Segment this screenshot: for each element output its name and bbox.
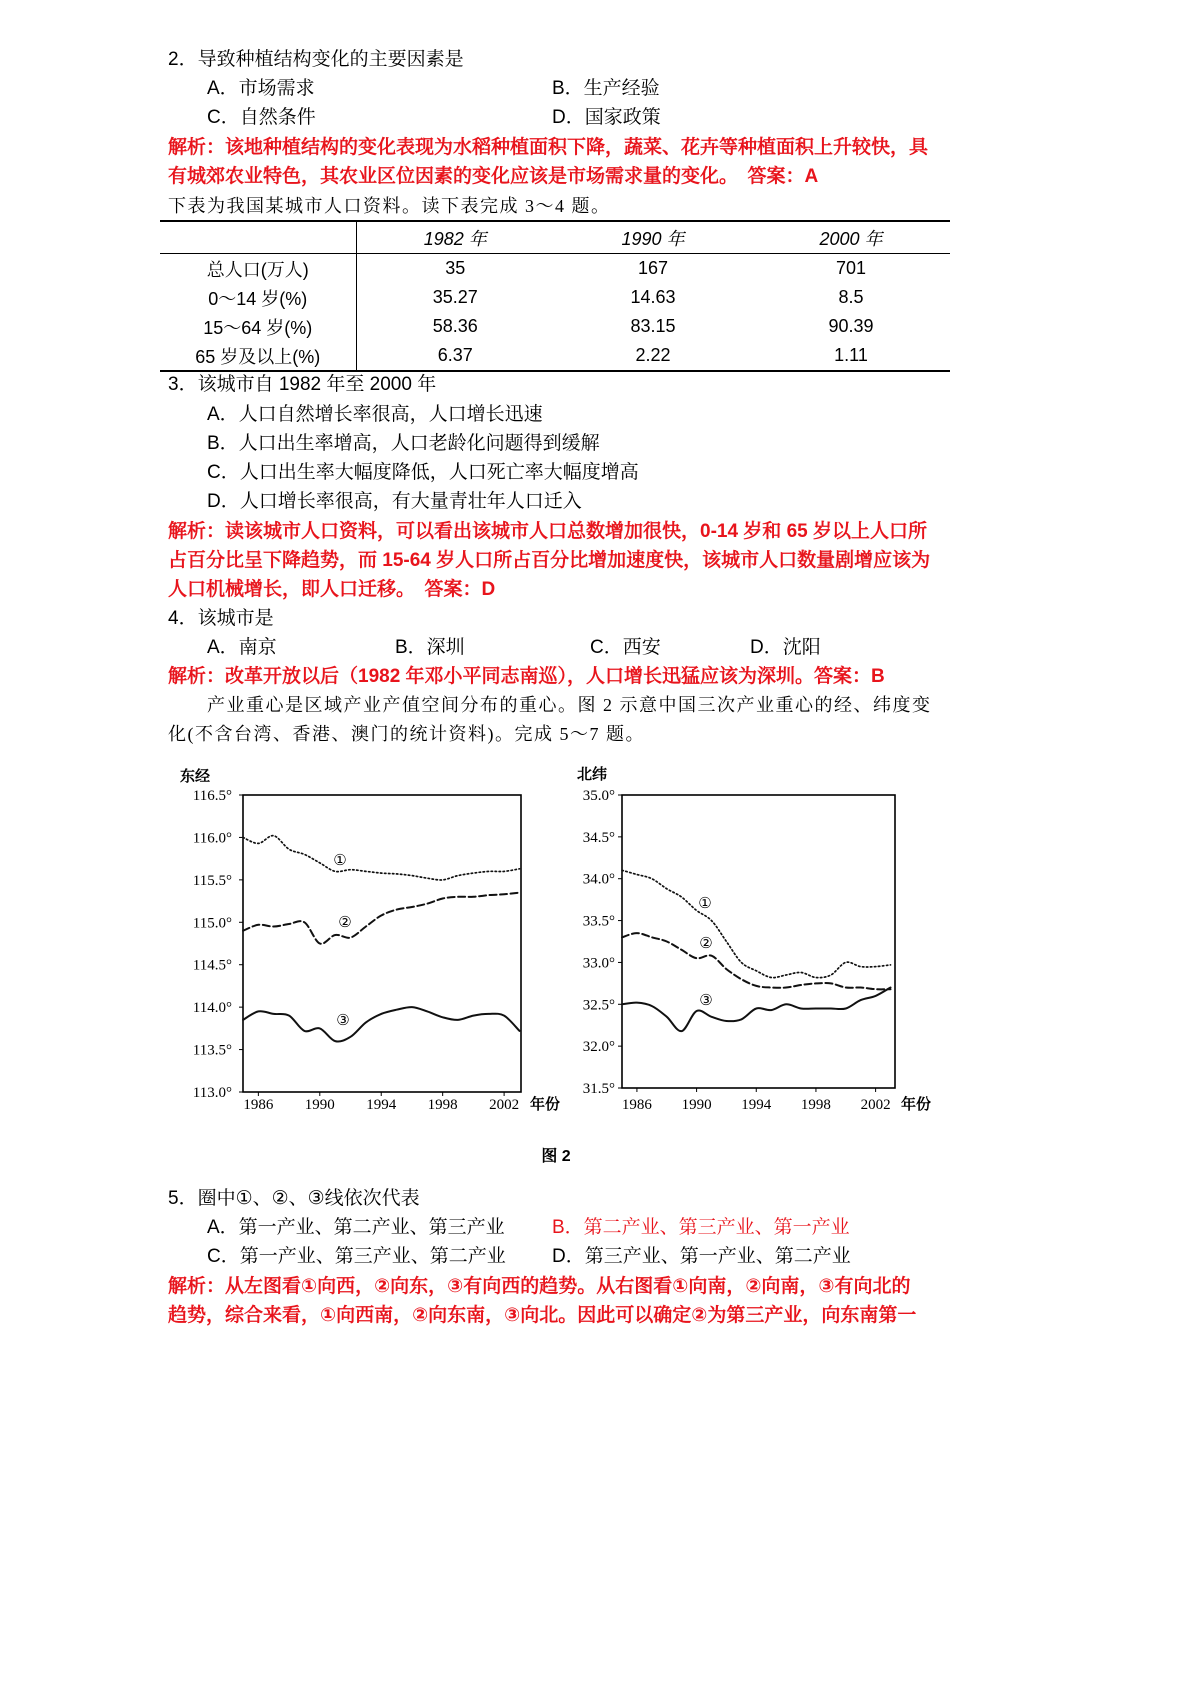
- series-label-3: ③: [699, 991, 713, 1009]
- table-header-row: [160, 221, 950, 254]
- x-tick-label: 2002: [860, 1097, 891, 1113]
- table-cell: 90.39: [828, 316, 874, 336]
- table-intro: 下表为我国某城市人口资料。读下表完成 3～4 题。: [168, 196, 611, 216]
- longitude-chart: [180, 760, 580, 1120]
- figure-intro-line-2: 化(不含台湾、香港、澳门的统计资料)。完成 5～7 题。: [168, 724, 645, 744]
- table-row: [160, 312, 950, 341]
- plot-frame: [622, 795, 895, 1088]
- row-label-cell: 总人口(万人): [160, 254, 356, 284]
- q4-analysis-line-1: 解析：改革开放以后（1982 年邓小平同志南巡），人口增长迅猛应该为深圳。答案：B: [168, 666, 885, 687]
- q3-option-a: A．人口自然增长率很高，人口增长迅速: [207, 404, 543, 425]
- table-cell: 14.63: [630, 287, 676, 307]
- table-cell: 8.5: [838, 287, 864, 307]
- population-table: [160, 220, 950, 372]
- series-line-3: [243, 1007, 520, 1041]
- q2-option-c: C．自然条件: [207, 107, 316, 128]
- y-tick-label: 114.5°: [192, 957, 232, 974]
- x-tick-label: 1990: [681, 1097, 712, 1113]
- table-cell: 701: [835, 258, 867, 278]
- y-tick-label: 34.0°: [582, 871, 615, 888]
- x-tick-label: 1998: [800, 1097, 831, 1113]
- q5-analysis-line-1: 解析：从左图看①向西，②向东，③有向西的趋势。从右图看①向南，②向南，③有向北的: [168, 1276, 911, 1297]
- y-tick-label: 116.0°: [192, 830, 232, 847]
- q3-analysis-line-3: 人口机械增长，即人口迁移。 答案：D: [168, 579, 496, 600]
- x-tick-label: 2002: [489, 1097, 520, 1113]
- table-cell: 2.22: [635, 345, 671, 365]
- series-line-1: [243, 836, 520, 880]
- y-tick-label: 116.5°: [192, 788, 232, 804]
- table-header-cell: 1982 年: [356, 221, 554, 254]
- q2-analysis-line-1: 解析：该地种植结构的变化表现为水稻种植面积下降，蔬菜、花卉等种植面积上升较快，具: [168, 137, 929, 158]
- q5-option-b: B．第二产业、第三产业、第一产业: [552, 1217, 850, 1238]
- q5-option-a: A．第一产业、第二产业、第三产业: [207, 1217, 505, 1238]
- series-line-1: [622, 870, 891, 977]
- question-3-stem: 3．该城市自 1982 年至 2000 年: [168, 374, 437, 395]
- q4-option-d: D．沈阳: [750, 637, 821, 658]
- table-cell: 35.27: [432, 287, 478, 307]
- table-header-cell: [160, 221, 356, 254]
- table-cell: 6.37: [437, 345, 473, 365]
- series-label-1: ①: [698, 894, 712, 912]
- row-label-cell: 65 岁及以上(%): [160, 341, 356, 371]
- x-tick-label: 1986: [243, 1097, 274, 1113]
- y-axis-title: 北纬: [576, 766, 608, 783]
- series-line-2: [622, 933, 891, 989]
- y-axis-title: 东经: [179, 768, 211, 785]
- figure-intro-line-1: 产业重心是区域产业产值空间分布的重心。图 2 示意中国三次产业重心的经、纬度变: [207, 695, 932, 715]
- x-tick-label: 1994: [741, 1097, 772, 1113]
- y-tick-label: 114.0°: [192, 1000, 232, 1017]
- q3-analysis-line-2: 占百分比呈下降趋势，而 15-64 岁人口所占百分比增加速度快，该城市人口数量剧增应该为: [168, 550, 931, 571]
- table-row: [160, 341, 950, 371]
- y-tick-label: 115.5°: [192, 872, 232, 889]
- y-tick-label: 34.5°: [582, 829, 615, 846]
- series-line-2: [243, 893, 520, 944]
- y-tick-label: 32.5°: [582, 997, 615, 1014]
- question-4-stem: 4．该城市是: [168, 608, 274, 629]
- y-tick-label: 31.5°: [582, 1081, 615, 1097]
- table-row: [160, 283, 950, 312]
- q2-option-a: A．市场需求: [207, 78, 315, 99]
- series-label-2: ②: [699, 934, 713, 952]
- row-label-cell: 0～14 岁(%): [160, 283, 356, 312]
- x-axis-title: 年份: [900, 1096, 932, 1113]
- table-row: [160, 254, 950, 284]
- q2-option-b: B．生产经验: [552, 78, 660, 99]
- row-label-cell: 15～64 岁(%): [160, 312, 356, 341]
- q4-option-a: A．南京: [207, 637, 277, 658]
- table-cell: 167: [637, 258, 669, 278]
- table-header-cell: 2000 年: [752, 221, 950, 254]
- q2-option-d: D．国家政策: [552, 107, 661, 128]
- question-5-stem: 5．圈中①、②、③线依次代表: [168, 1188, 420, 1209]
- question-2-stem: 2．导致种植结构变化的主要因素是: [168, 49, 464, 70]
- series-line-3: [622, 988, 891, 1032]
- q3-option-c: C．人口出生率大幅度降低，人口死亡率大幅度增高: [207, 462, 639, 483]
- table-cell: 35: [445, 258, 466, 278]
- y-tick-label: 113.0°: [192, 1085, 232, 1101]
- y-tick-label: 113.5°: [192, 1042, 232, 1059]
- latitude-chart: [570, 760, 970, 1120]
- q2-analysis-line-2: 有城郊农业特色，其农业区位因素的变化应该是市场需求量的变化。 答案：A: [168, 166, 819, 187]
- x-tick-label: 1994: [366, 1097, 397, 1113]
- figure-caption: 图 2: [541, 1148, 571, 1165]
- x-tick-label: 1998: [427, 1097, 458, 1113]
- table-header-cell: 1990 年: [554, 221, 752, 254]
- q5-option-c: C．第一产业、第三产业、第二产业: [207, 1246, 506, 1267]
- x-tick-label: 1990: [304, 1097, 335, 1113]
- table-cell: 83.15: [630, 316, 676, 336]
- x-tick-label: 1986: [621, 1097, 652, 1113]
- x-axis-title: 年份: [529, 1096, 561, 1113]
- y-tick-label: 35.0°: [582, 788, 615, 804]
- table-cell: 1.11: [834, 345, 868, 365]
- q5-option-d: D．第三产业、第一产业、第二产业: [552, 1246, 851, 1267]
- table-cell: 58.36: [432, 316, 478, 336]
- q4-option-c: C．西安: [590, 637, 661, 658]
- series-label-2: ②: [338, 913, 352, 931]
- series-label-1: ①: [333, 851, 347, 869]
- y-tick-label: 32.0°: [582, 1039, 615, 1056]
- q5-analysis-line-2: 趋势，综合来看，①向西南，②向东南，③向北。因此可以确定②为第三产业，向东南第一: [168, 1305, 917, 1326]
- y-tick-label: 33.0°: [582, 955, 615, 972]
- plot-frame: [243, 795, 521, 1092]
- q3-option-b: B．人口出生率增高，人口老龄化问题得到缓解: [207, 433, 600, 454]
- series-label-3: ③: [336, 1011, 350, 1029]
- q4-option-b: B．深圳: [395, 637, 465, 658]
- y-tick-label: 33.5°: [582, 913, 615, 930]
- y-tick-label: 115.0°: [192, 915, 232, 932]
- q3-analysis-line-1: 解析：读该城市人口资料，可以看出该城市人口总数增加很快，0-14 岁和 65 岁以上人口所: [168, 521, 928, 542]
- q3-option-d: D．人口增长率很高，有大量青壮年人口迁入: [207, 491, 582, 512]
